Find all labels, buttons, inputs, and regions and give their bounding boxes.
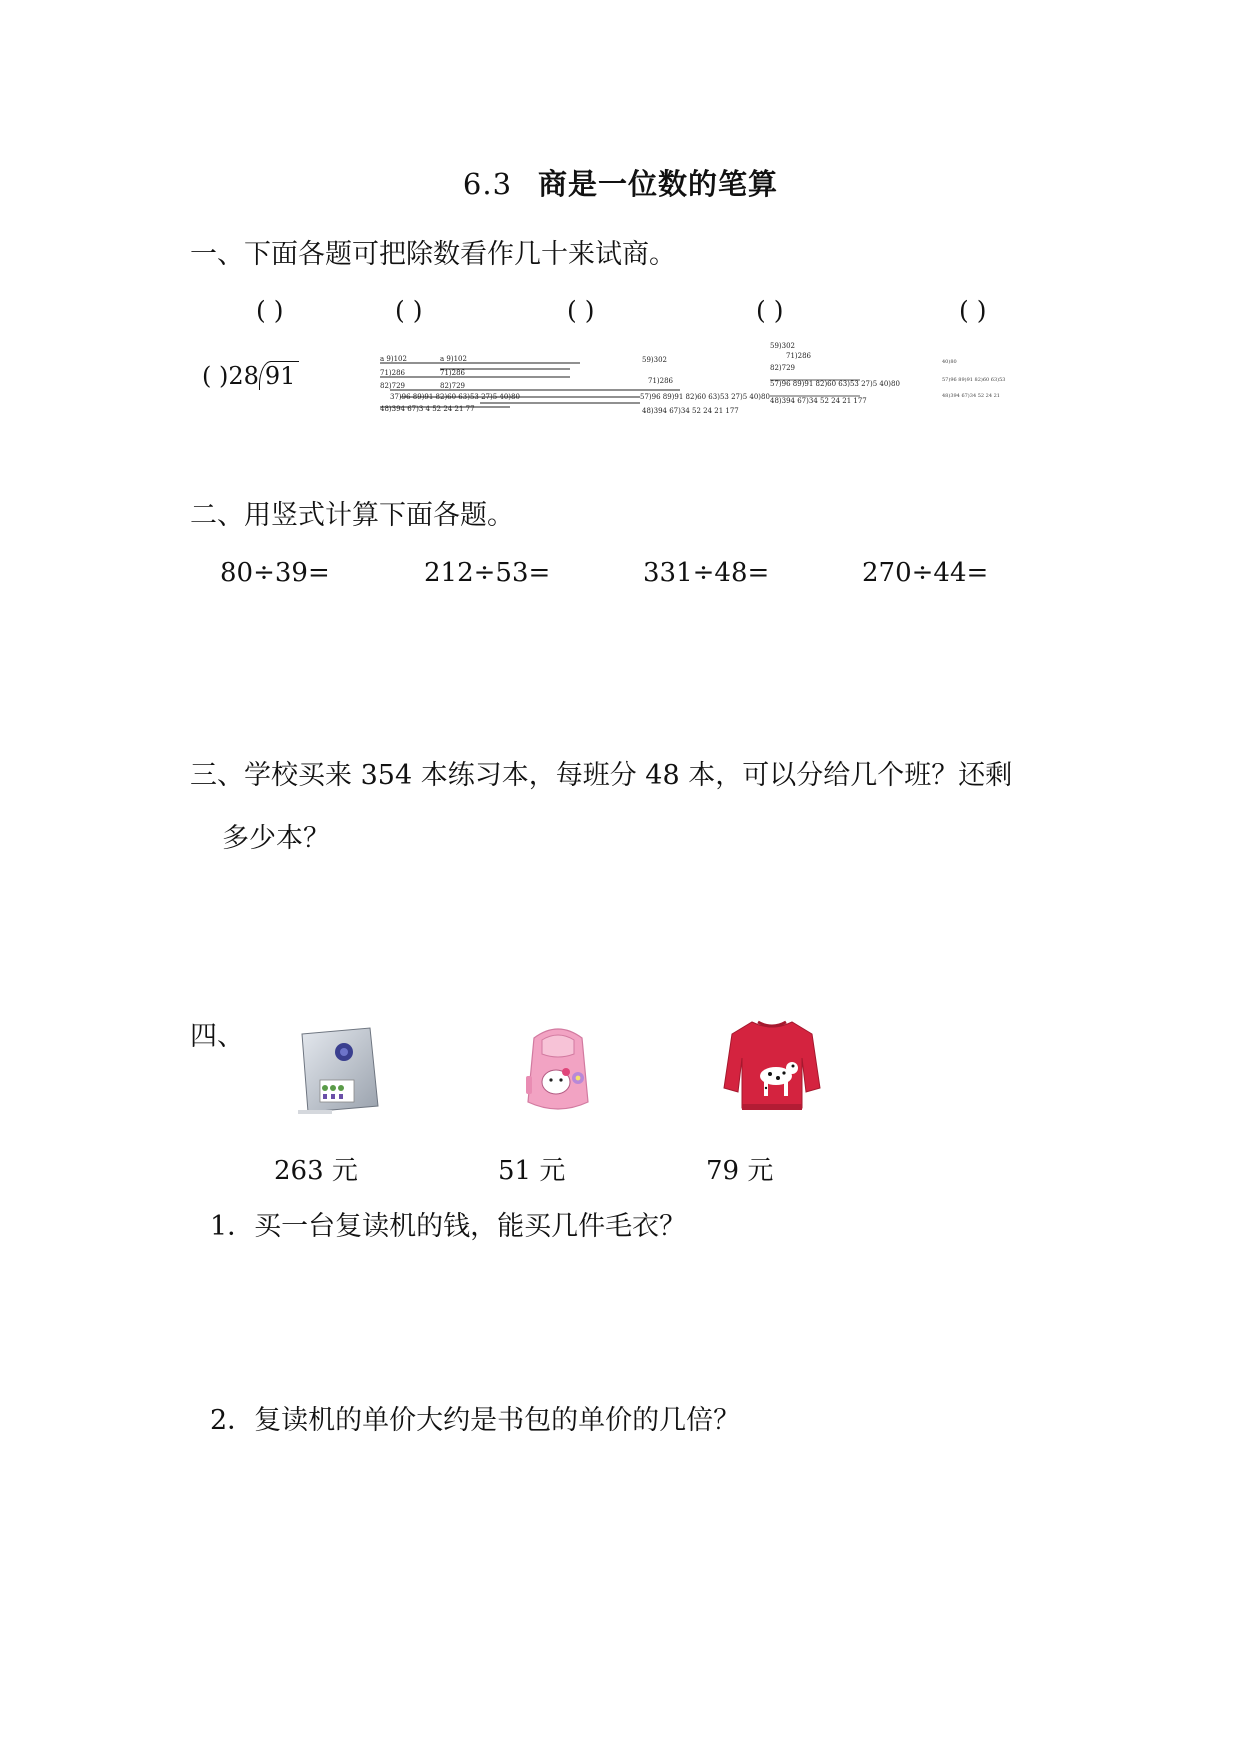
svg-text:71)286: 71)286 (786, 352, 811, 360)
pink-backpack-icon (516, 1024, 600, 1116)
svg-text:40)80: 40)80 (942, 359, 957, 365)
svg-text:48)394 67)3 4 52 24 21 77: 48)394 67)3 4 52 24 21 77 (380, 405, 475, 413)
section1-heading: 一、下面各题可把除数看作几十来试商。 (190, 239, 676, 270)
svg-text:a 9)102: a 9)102 (380, 355, 407, 363)
question-2: 2．复读机的单价大约是书包的单价的几倍？ (210, 1405, 741, 1436)
svg-text:82)729: 82)729 (440, 382, 465, 390)
svg-text:48)394 67)34 52 24 21 177: 48)394 67)34 52 24 21 177 (642, 407, 739, 415)
svg-text:59)302: 59)302 (642, 356, 667, 364)
compressed-division-image-3 (942, 355, 1022, 405)
title-text: 商是一位数的笔算 (538, 167, 779, 201)
trial-divisor-blank: ( ) (202, 362, 229, 390)
svg-text:59)302: 59)302 (770, 342, 795, 350)
quotient-blank-1: ( ) (256, 296, 284, 325)
sweater-price: 79 元 (706, 1156, 774, 1186)
division-expression-3: 331÷48= (643, 558, 770, 588)
red-sweater-icon (722, 1018, 822, 1114)
svg-text:82)729: 82)729 (380, 382, 405, 390)
quotient-blank-3: ( ) (567, 296, 595, 325)
section3-problem-cont: 多少本？ (222, 823, 330, 854)
cassette-repeater-icon (292, 1026, 382, 1118)
section4-heading: 四、 (190, 1021, 244, 1052)
svg-text:37)96 89)91 82)60 63)53 27)5: 37)96 89)91 82)60 63)53 27)5 40)80 (390, 393, 520, 401)
svg-text:a 9)102: a 9)102 (440, 355, 467, 363)
svg-text:82)729: 82)729 (770, 364, 795, 372)
title-number: 6.3 (462, 167, 513, 201)
long-division-problem (202, 362, 299, 390)
svg-text:57)96 89)91 82)60 63)53 27)5 4: 57)96 89)91 82)60 63)53 27)5 40)80 (640, 393, 770, 401)
quotient-blank-2: ( ) (395, 296, 423, 325)
division-expression-1: 80÷39= (220, 558, 330, 588)
svg-text:71)286: 71)286 (648, 377, 673, 385)
division-expression-4: 270÷44= (862, 558, 989, 588)
section2-heading: 二、用竖式计算下面各题。 (190, 500, 514, 531)
backpack-price: 51 元 (498, 1156, 566, 1186)
quotient-blank-4: ( ) (756, 296, 784, 325)
question-1: 1．买一台复读机的钱，能买几件毛衣？ (210, 1211, 687, 1242)
section3-problem: 三、学校买来 354 本练习本，每班分 48 本，可以分给几个班？还剩 (190, 760, 1013, 791)
quotient-blank-5: ( ) (959, 296, 987, 325)
page-title (0, 162, 1241, 203)
dividend: 91 (259, 361, 300, 390)
svg-text:71)286: 71)286 (440, 369, 465, 377)
svg-text:48)394 67)34 52 24 21 177: 48)394 67)34 52 24 21 177 (770, 397, 867, 405)
svg-text:71)286: 71)286 (380, 369, 405, 377)
divisor: 28 (228, 362, 259, 390)
svg-text:48)394 67)34 52 24 21: 48)394 67)34 52 24 21 (942, 393, 1000, 399)
repeater-price: 263 元 (274, 1156, 358, 1186)
svg-text:57)96 89)91 82)60 63)53: 57)96 89)91 82)60 63)53 (942, 377, 1006, 383)
division-expression-2: 212÷53= (424, 558, 551, 588)
svg-text:57)96 89)91 82)60 63)53 27)5 4: 57)96 89)91 82)60 63)53 27)5 40)80 (770, 380, 900, 388)
